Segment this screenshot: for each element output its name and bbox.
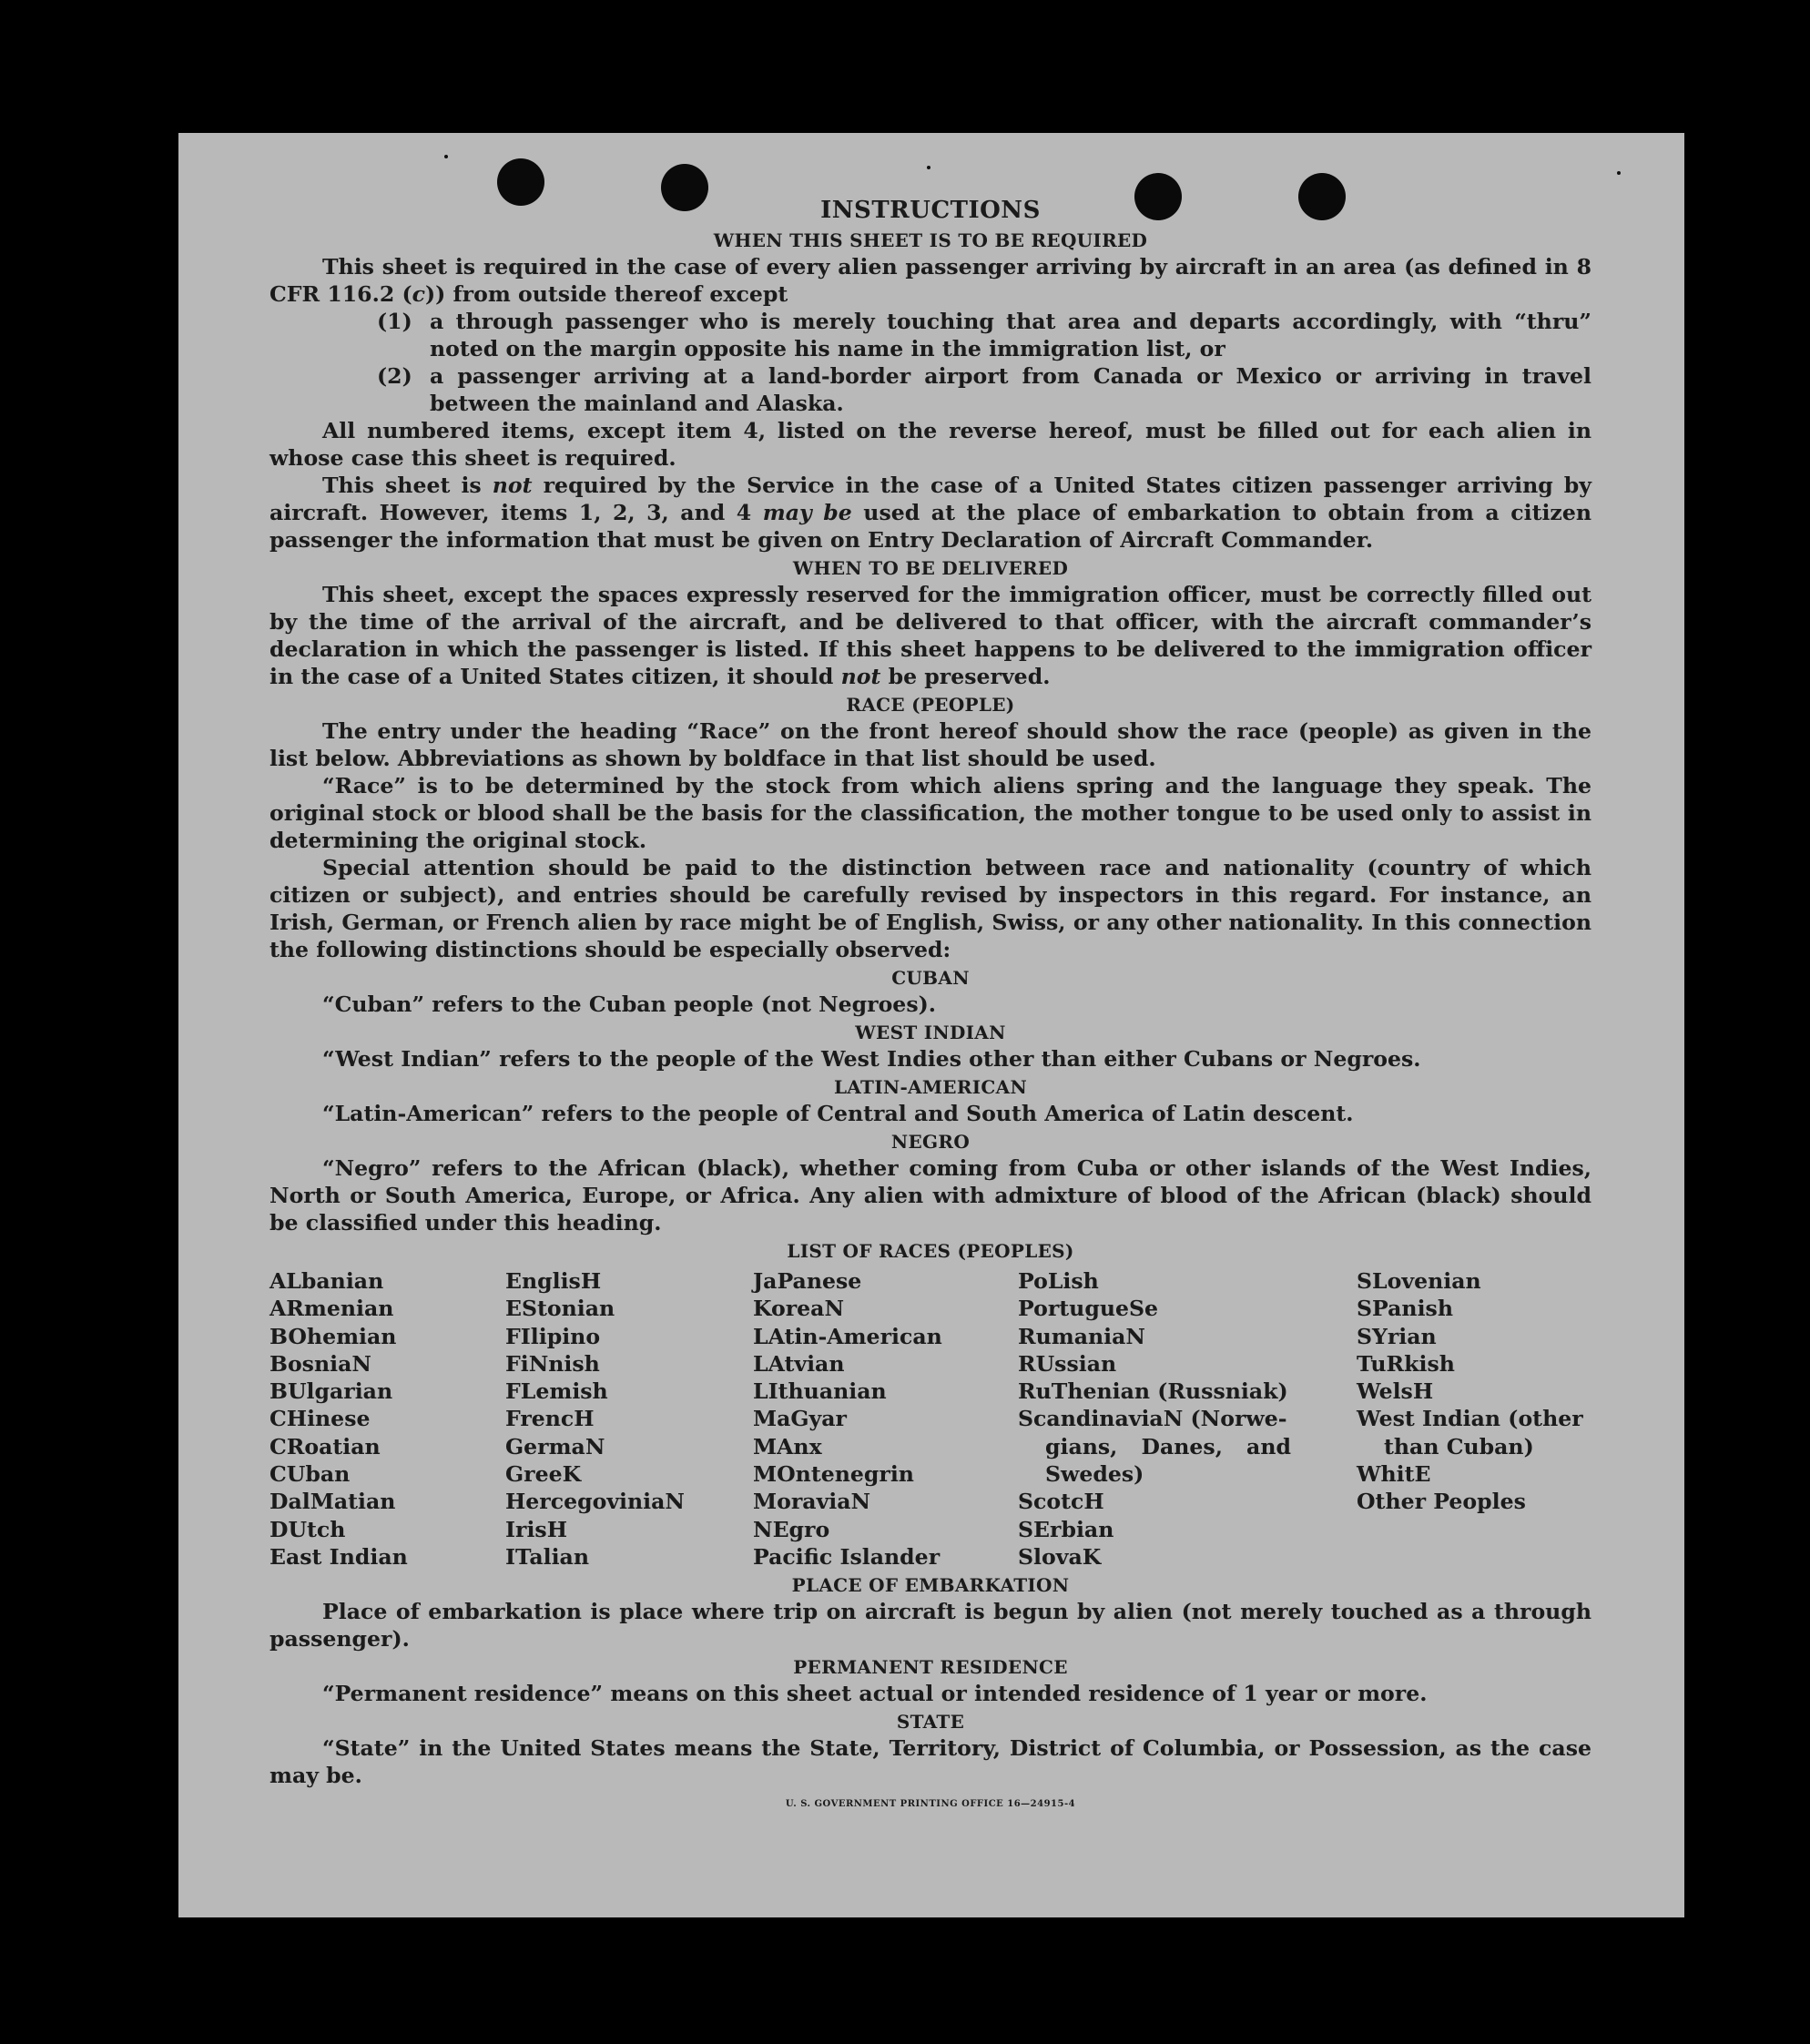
race-item: CUban (269, 1461, 351, 1488)
race-item: BUlgarian (269, 1378, 393, 1405)
race-item: SYrian (1357, 1323, 1437, 1349)
section-heading: LIST OF RACES (PEOPLES) (787, 1240, 1074, 1262)
list-item: (2) a passenger arriving at a land-border airport from Canada or Mexico or arriving in travel between the mainland and Alaska. (377, 363, 1591, 416)
race-item: WelsH (1357, 1378, 1434, 1405)
race-item: Pacific Islander (753, 1543, 941, 1570)
race-item: FIlipino (505, 1323, 601, 1349)
race-item: WhitE (1357, 1461, 1431, 1488)
race-item: KoreaN (753, 1296, 845, 1322)
paragraph: This sheet is not required by the Service in the case of a United States citizen passenger arriving by aircraft. However, items 1, 2, 3, and 4 may be used at the place of embarkation to obtain from a citizen passenger the information that must be given on Entry Declaration of Aircraft Commander. (269, 473, 1592, 553)
race-item: RumaniaN (1018, 1323, 1145, 1349)
section-heading: WEST INDIAN (855, 1022, 1006, 1043)
race-item: NEgro (753, 1516, 830, 1542)
speck (1617, 171, 1621, 175)
paragraph: This sheet is required in the case of every alien passenger arriving by aircraft in an area (as defined in 8 CFR 116.2 (c)) from outside thereof except (269, 254, 1591, 307)
race-item: LAtvian (753, 1350, 845, 1377)
race-item: RuThenian (Russniak) (1018, 1378, 1288, 1405)
race-column (269, 1267, 505, 1571)
race-item: SErbian (1018, 1516, 1114, 1542)
section-heading: LATIN-AMERICAN (833, 1076, 1028, 1098)
race-item: PoLish (1018, 1268, 1099, 1294)
section-heading: CUBAN (891, 967, 970, 989)
race-item: MaGyar (753, 1406, 847, 1432)
paragraph: “Permanent residence” means on this sheet actual or intended residence of 1 year or more. (322, 1681, 1428, 1707)
race-item: ALbanian (269, 1268, 384, 1294)
speck (444, 155, 448, 158)
section-heading: WHEN TO BE DELIVERED (792, 557, 1069, 579)
paragraph: “State” in the United States means the State, Territory, District of Columbia, or Possession, as the case may be. (269, 1735, 1591, 1789)
section-heading: STATE (896, 1711, 965, 1734)
race-item: EStonian (505, 1296, 615, 1322)
race-item: TuRkish (1357, 1350, 1455, 1377)
race-item: ScandinaviaN (Norwe- (1018, 1406, 1287, 1432)
paragraph: “Negro” refers to the African (black), whether coming from Cuba or other islands of the West Indies, North or South America, Europe, or Africa. Any alien with admixture of blood of the African (black) should be classified under this heading. (269, 1155, 1591, 1236)
race-item: ScotcH (1018, 1489, 1104, 1515)
race-item: Other Peoples (1357, 1489, 1526, 1515)
race-item: SlovaK (1018, 1543, 1102, 1570)
section-heading: PLACE OF EMBARKATION (791, 1574, 1070, 1597)
section-heading: PERMANENT RESIDENCE (793, 1656, 1068, 1679)
race-item: IrisH (505, 1516, 568, 1542)
instructions-content (269, 195, 1591, 1811)
race-item: CRoatian (269, 1433, 381, 1459)
race-column (1357, 1267, 1591, 1571)
section-heading: WHEN THIS SHEET IS TO BE REQUIRED (713, 229, 1148, 251)
race-item: EnglisH (505, 1268, 602, 1294)
race-column (505, 1267, 753, 1571)
race-item: RUssian (1018, 1350, 1117, 1377)
race-item: HercegoviniaN (505, 1489, 685, 1515)
section-heading: NEGRO (890, 1131, 971, 1153)
paragraph: All numbered items, except item 4, listed on the reverse hereof, must be filled out for each alien in whose case this sheet is required. (269, 418, 1591, 471)
race-item: SPanish (1357, 1296, 1453, 1322)
paragraph: Place of embarkation is place where trip on aircraft is begun by alien (not merely touched as a through passenger). (269, 1599, 1591, 1652)
paragraph: Special attention should be paid to the distinction between race and nationality (country of which citizen or subject), and entries should be carefully revised by inspectors in this regard. For instance, an Irish, German, or French alien by race might be of English, Swiss, or any other nationality. In this connection the following distinctions should be especially observed: (269, 855, 1591, 962)
race-item: JaPanese (753, 1268, 862, 1294)
race-item: BOhemian (269, 1323, 397, 1349)
race-item: GermaN (505, 1433, 605, 1459)
paragraph: The entry under the heading “Race” on the front hereof should show the race (people) as given in the list below. Abbreviations as shown by boldface in that list should be used. (269, 718, 1591, 771)
section-heading: RACE (PEOPLE) (846, 694, 1015, 716)
race-item: LIthuanian (753, 1378, 887, 1405)
paragraph: This sheet, except the spaces expressly reserved for the immigration officer, must be correctly filled out by the time of the arrival of the aircraft, and be delivered to that officer, with the aircraft commander’s declaration in which the passenger is listed. If this sheet happens to be delivered to the immigration officer in the case of a United States citizen, it should not be preserved. (269, 582, 1591, 689)
paragraph: “Race” is to be determined by the stock from which aliens spring and the language they speak. The original stock or blood shall be the basis for the classification, the mother tongue to be used only to assist in determining the original stock. (269, 773, 1591, 853)
race-item: FiNnish (505, 1350, 600, 1377)
race-item-continued: gians, Danes, and Swedes) (1045, 1433, 1291, 1488)
race-item: CHinese (269, 1406, 371, 1432)
race-item: MAnx (753, 1433, 822, 1459)
race-item: West Indian (other (1357, 1406, 1583, 1432)
race-item: FrencH (505, 1406, 595, 1432)
race-item: FLemish (505, 1378, 608, 1405)
printer-imprint: U. S. GOVERNMENT PRINTING OFFICE 16—24915-4 (785, 1799, 1076, 1810)
race-item: SLovenian (1357, 1268, 1481, 1294)
race-list (269, 1267, 1591, 1571)
race-item: East Indian (269, 1543, 408, 1570)
race-item: DalMatian (269, 1489, 396, 1515)
race-item: MOntenegrin (753, 1461, 914, 1488)
race-item: LAtin-American (753, 1323, 942, 1349)
list-item: (1) a through passenger who is merely touching that area and departs accordingly, with “thru” noted on the margin opposite his name in the immigration list, or (377, 309, 1591, 361)
race-column (1018, 1267, 1357, 1571)
race-item: ITalian (505, 1543, 589, 1570)
race-item: MoraviaN (753, 1489, 871, 1515)
race-item-continued: than Cuban) (1384, 1433, 1534, 1459)
race-column (753, 1267, 1018, 1571)
speck (927, 166, 930, 169)
paragraph: “Latin-American” refers to the people of Central and South America of Latin descent. (322, 1101, 1354, 1126)
race-item: BosniaN (269, 1350, 371, 1377)
race-item: GreeK (505, 1461, 582, 1488)
race-item: PortugueSe (1018, 1296, 1159, 1322)
document-sheet (178, 133, 1684, 1917)
paragraph: “Cuban” refers to the Cuban people (not Negroes). (322, 991, 936, 1017)
race-item: DUtch (269, 1516, 346, 1542)
page-title: INSTRUCTIONS (820, 197, 1041, 224)
race-item: ARmenian (269, 1296, 394, 1322)
paragraph: “West Indian” refers to the people of the West Indies other than either Cubans or Negroes. (322, 1046, 1421, 1072)
